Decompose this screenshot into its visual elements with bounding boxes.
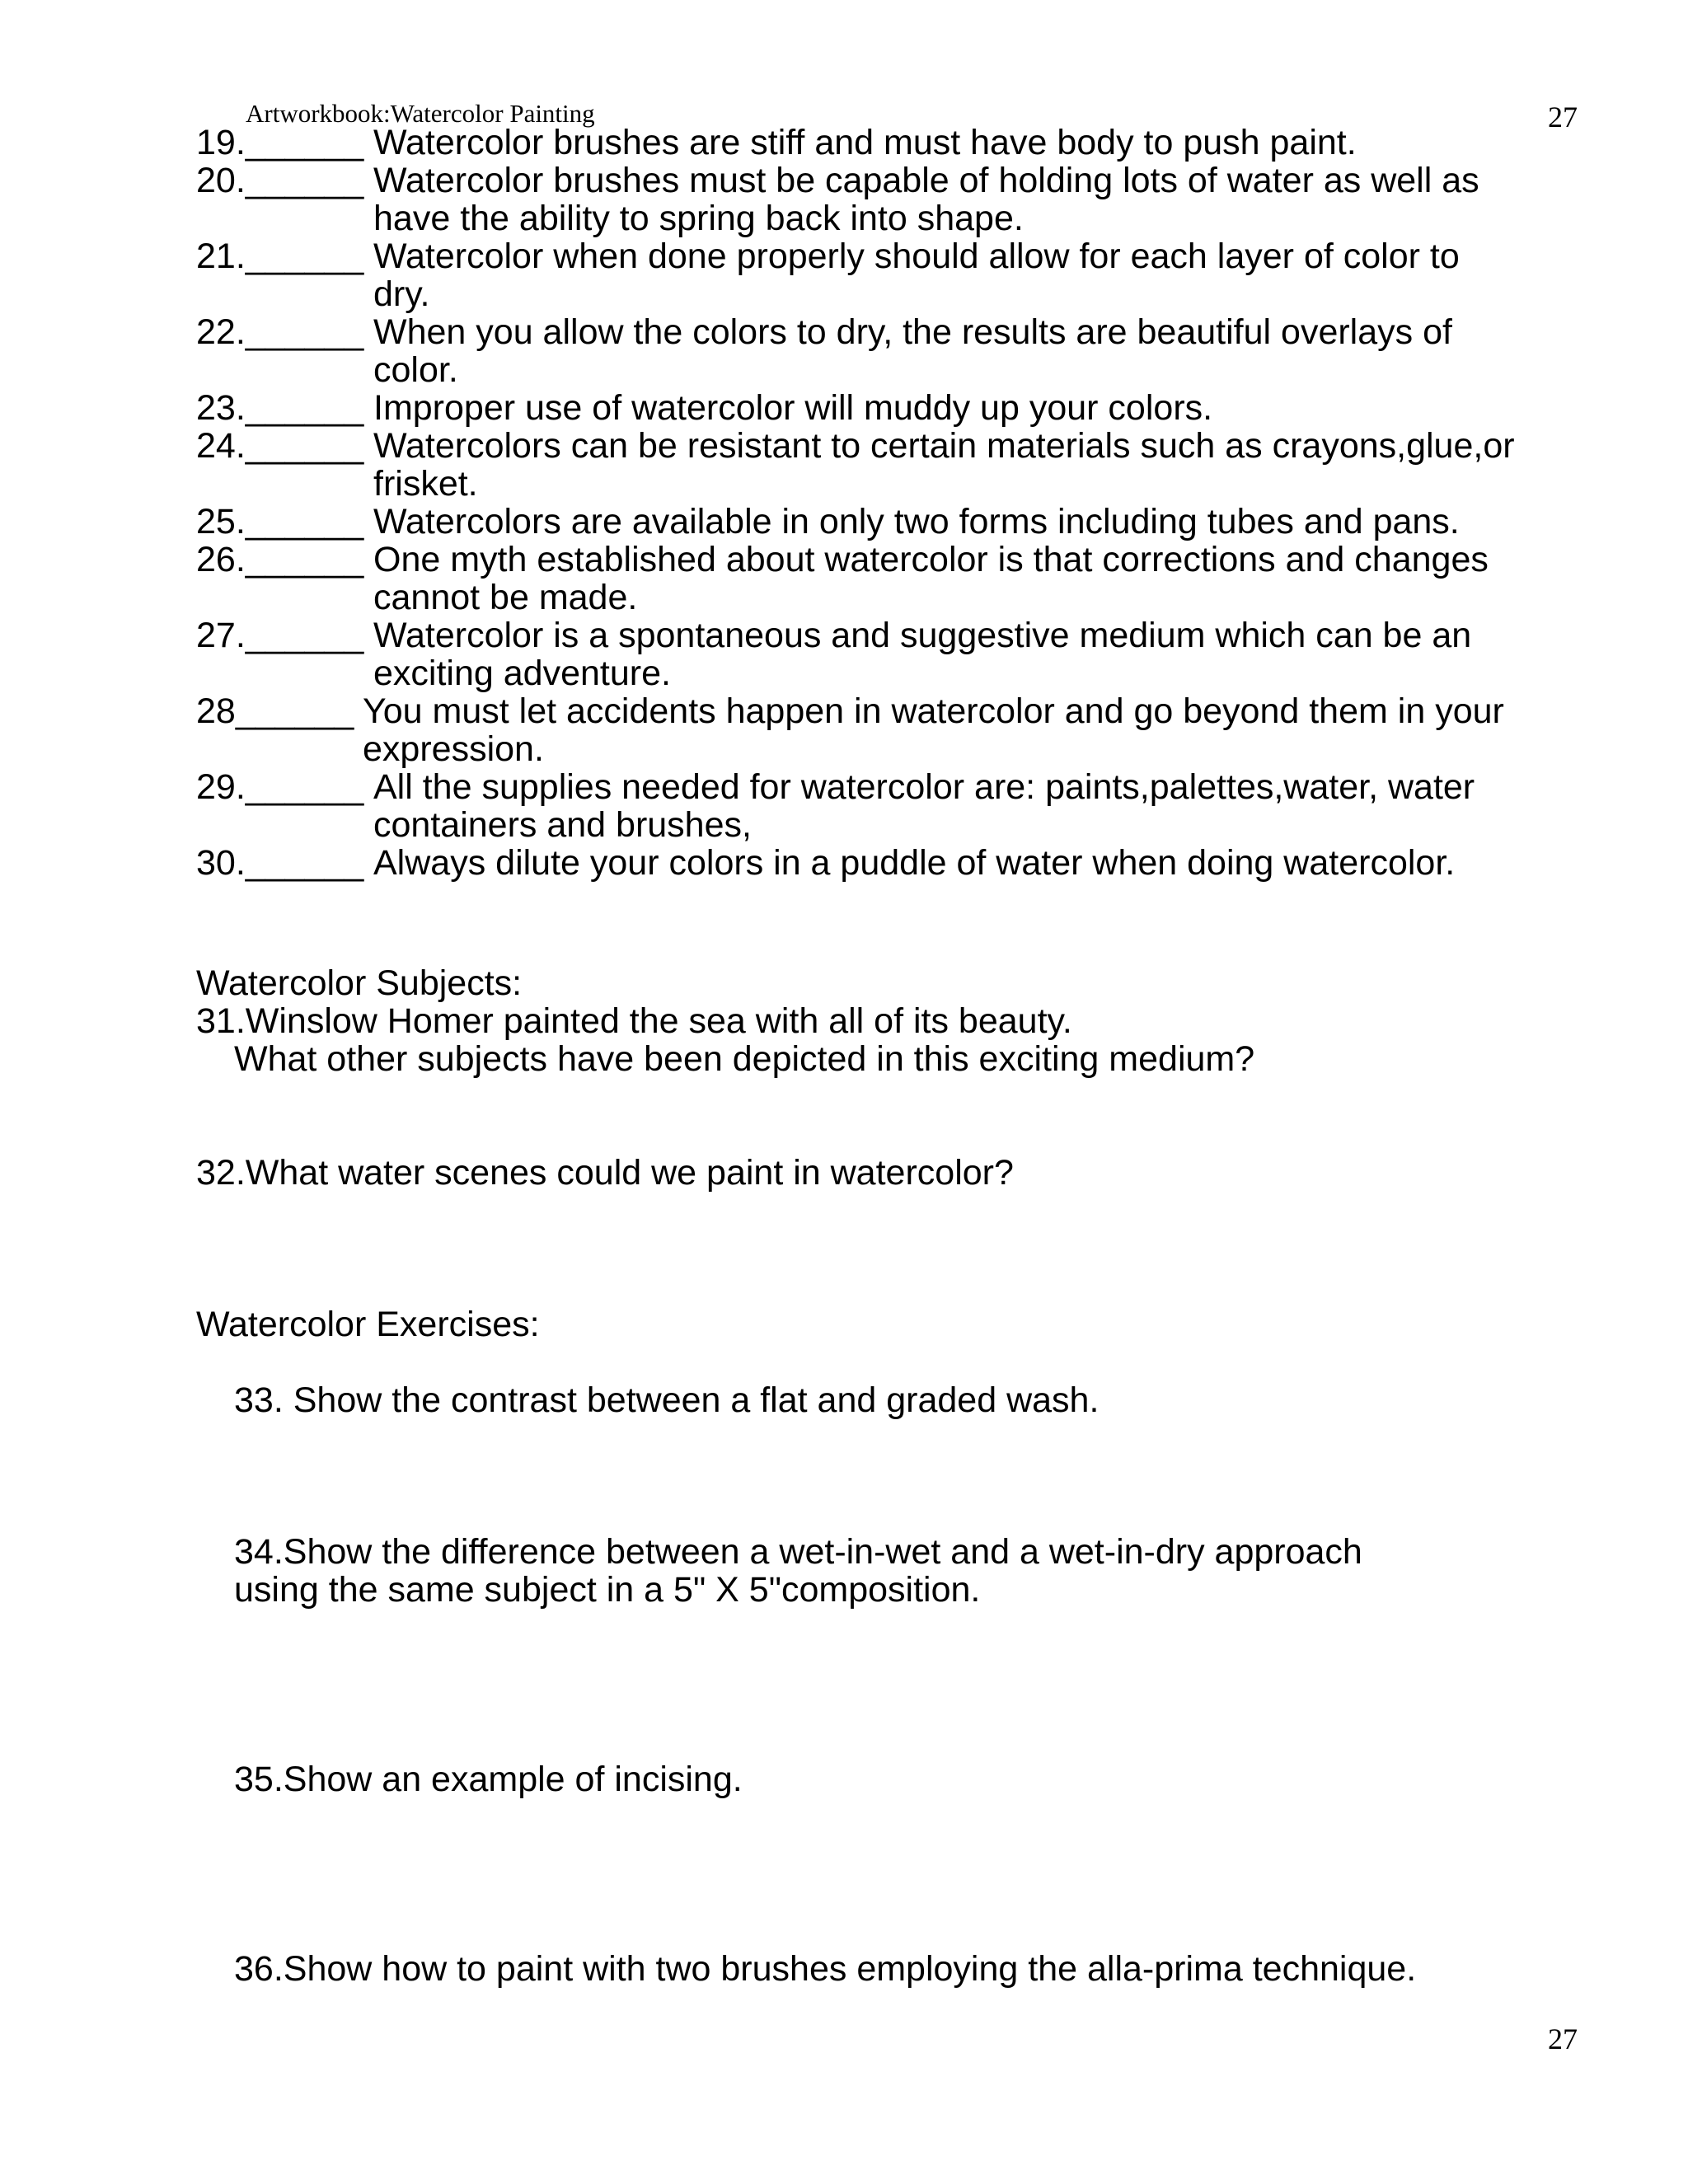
question-36: 36.Show how to paint with two brushes employing the alla-prima technique. [234,1949,1417,1989]
question-number: 27.______ [196,616,364,655]
question-text: Improper use of watercolor will muddy up your colors. [373,388,1213,428]
question-text: Watercolors are available in only two forms including tubes and pans. [373,502,1460,541]
question-number: 30.______ [196,843,364,883]
question-33: 33. Show the contrast between a flat and graded wash. [234,1380,1100,1420]
question-number: 23.______ [196,388,364,428]
list-item [196,616,1515,692]
exercises-heading: Watercolor Exercises: [196,1305,540,1344]
question-text: Watercolors can be resistant to certain materials such as crayons,glue,or frisket. [373,426,1515,504]
list-item [196,692,1515,768]
question-text: When you allow the colors to dry, the results are beautiful overlays of color. [373,312,1452,390]
running-header: Artworkbook:Watercolor Painting [246,99,595,128]
question-32: 32.What water scenes could we paint in watercolor? [196,1153,1014,1193]
question-number: 29.______ [196,767,364,807]
list-item [196,162,1515,237]
question-number: 20.______ [196,161,364,200]
page-number-top: 27 [1548,101,1578,134]
question-number: 22.______ [196,312,364,352]
list-item [196,768,1515,844]
question-text: Watercolor brushes must be capable of holding lots of water as well as have the ability to spring back into shape. [373,161,1479,238]
question-35: 35.Show an example of incising. [234,1760,743,1799]
true-false-list [196,124,1515,882]
question-34-line-2: using the same subject in a 5" X 5"composition. [234,1570,981,1610]
question-31-line-1: 31.Winslow Homer painted the sea with all of its beauty. [196,1001,1072,1041]
question-34-line-1: 34.Show the difference between a wet-in-wet and a wet-in-dry approach [234,1532,1362,1572]
question-number: 25.______ [196,502,364,541]
list-item [196,237,1515,313]
list-item [196,541,1515,616]
question-number: 21.______ [196,237,364,276]
question-31-line-2: What other subjects have been depicted in this exciting medium? [234,1039,1255,1079]
list-item [196,313,1515,389]
list-item [196,124,1515,162]
question-text: Watercolor is a spontaneous and suggestive medium which can be an exciting adventure. [373,616,1472,693]
question-number: 19.______ [196,123,364,162]
page-number-bottom: 27 [1548,2022,1578,2055]
list-item [196,503,1515,541]
list-item [196,427,1515,503]
question-text: One myth established about watercolor is that corrections and changes cannot be made. [373,540,1489,617]
question-text: Watercolor brushes are stiff and must have body to push paint. [373,123,1357,162]
subjects-heading: Watercolor Subjects: [196,963,523,1003]
question-text: Watercolor when done properly should allow for each layer of color to dry. [373,237,1460,314]
question-number: 24.______ [196,426,364,466]
question-text: All the supplies needed for watercolor are: paints,palettes,water, water containers and brushes, [373,767,1475,845]
question-number: 28______ [196,691,354,731]
question-number: 26.______ [196,540,364,579]
list-item [196,389,1515,427]
question-text: You must let accidents happen in watercolor and go beyond them in your expression. [363,691,1504,769]
list-item [196,844,1515,882]
question-text: Always dilute your colors in a puddle of water when doing watercolor. [373,843,1456,883]
